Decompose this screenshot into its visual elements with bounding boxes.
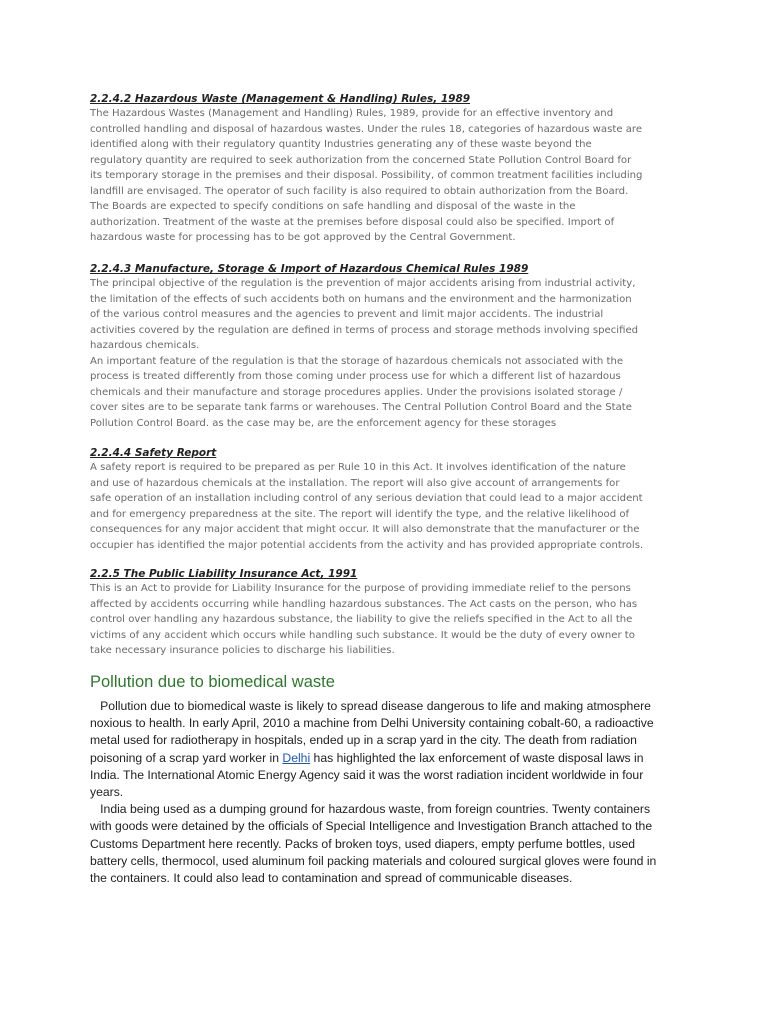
paragraph-line: Customs Department here recently. Packs of broken toys, used diapers, empty perfume bottles, used [90,836,636,851]
section-public-liability-act [90,567,680,659]
paragraph-line: India being used as a dumping ground for hazardous waste, from foreign countries. Twenty containers [90,802,651,817]
paragraph-line: take necessary insurance policies to discharge his liabilities. [90,645,395,656]
section-heading: 2.2.4.4 Safety Report [90,447,217,459]
biomedical-section-body [90,698,710,887]
paragraph-line: its temporary storage in the premises and their disposal. Possibility, of common treatment facilities including [90,170,643,181]
paragraph-line: safe operation of an installation including control of any serious deviation that could lead to a major accident [90,493,643,504]
paragraph-line: hazardous waste for processing has to be got approved by the Central Government. [90,232,516,243]
paragraph-line: The Hazardous Wastes (Management and Handling) Rules, 1989, provide for an effective inventory and [90,108,614,119]
paragraph-line: regulatory quantity are required to seek authorization from the concerned State Pollution Control Board for [90,154,632,166]
paragraph-line: the limitation of the effects of such accidents both on humans and the environment and the harmonization [90,293,632,305]
paragraph-line: The principal objective of the regulation is the prevention of major accidents arising from industrial activity, [90,278,636,289]
paragraph-line: This is an Act to provide for Liability Insurance for the purpose of providing immediate relief to the persons [90,583,631,594]
paragraph-line: India. The International Atomic Energy Agency said it was the worst radiation incident worldwide in four [90,767,644,782]
paragraph-line: A safety report is required to be prepared as per Rule 10 in this Act. It involves identification of the nature [90,462,626,473]
paragraph-line: cover sites are to be separate tank farms or warehouses. The Central Pollution Control Board and the State [90,402,632,413]
paragraph-line: identified along with their regulatory quantity Industries generating any of these waste beyond the [90,139,592,150]
paragraph-line: hazardous chemicals. [90,340,200,351]
paragraph-line: metal used for radiotherapy in hospitals, ended up in a scrap yard in the city. The death from radiation [90,733,637,748]
delhi-link[interactable]: Delhi [282,750,311,765]
paragraph-line: affected by accidents occurring while handling hazardous substances. The Act casts on the person, who has [90,598,638,610]
paragraph-line: controlled handling and disposal of hazardous wastes. Under the rules 18, categories of hazardous waste are [90,123,643,135]
paragraph-line: An important feature of the regulation is that the storage of hazardous chemicals not associated with the [90,355,624,367]
paragraph-line: the containers. It could also lead to contamination and spread of communicable diseases. [90,871,573,886]
section-heading: 2.2.4.3 Manufacture, Storage & Import of Hazardous Chemical Rules 1989 [90,263,529,275]
paragraph-line: Pollution due to biomedical waste is likely to spread disease dangerous to life and making atmosphere [90,699,651,713]
paragraph-line: control over handling any hazardous substance, the liability to give the reliefs specified in the Act to all the [90,614,633,625]
paragraph-line: and for emergency preparedness at the site. The report will identify the type, and the relative likelihood of [90,508,630,520]
paragraph-line: years. [90,785,124,800]
section-heading: 2.2.5 The Public Liability Insurance Act, 1991 [90,568,358,580]
paragraph-line: landfill are envisaged. The operator of such facility is also required to obtain authorization from the Board. [90,185,629,197]
line-text-after-link: has highlighted the lax enforcement of waste disposal laws in [310,750,644,765]
paragraph-line: Pollution Control Board. as the case may be, are the enforcement agency for these storages [90,417,557,429]
paragraph-line: activities covered by the regulation are defined in terms of process and storage methods involving specified [90,324,639,336]
paragraph-line: victims of any accident which occurs while handling such substance. It would be the duty of every owner to [90,629,635,641]
paragraph-line: process is treated differently from those coming under process use for which a different list of hazardous [90,371,621,382]
paragraph-line: battery cells, thermocol, used aluminum foil packing materials and coloured surgical gloves were found in [90,853,657,868]
biomedical-section-title: Pollution due to biomedical waste [90,673,335,691]
paragraph-line: The Boards are expected to specify conditions on safe handling and disposal of the waste in the [90,201,576,212]
paragraph-line: authorization. Treatment of the waste at the premises before disposal could also be specified. Import of [90,216,615,228]
paragraph-line: of the various control measures and the agencies to prevent and limit major accidents. The industrial [90,309,604,320]
section-hazardous-chemical-rules [90,262,680,431]
paragraph-line: noxious to health. In early April, 2010 a machine from Delhi University containing cobalt-60, a radioactive [90,716,654,731]
paragraph-line: occupier has identified the major potential accidents from the activity and has provided appropriate controls. [90,539,644,551]
paragraph-line: chemicals and their manufacture and storage procedures applies. Under the provisions isolated storage / [90,386,623,398]
paragraph-line: with goods were detained by the officials of Special Intelligence and Investigation Branch attached to the [90,819,653,834]
section-safety-report [90,446,680,553]
section-hazardous-waste-rules [90,92,680,246]
line-text-before-link: poisoning of a scrap yard worker in [90,750,283,765]
paragraph-line-with-link [90,750,710,767]
paragraph-line: and use of hazardous chemicals at the installation. The report will also give account of arrangements for [90,477,620,489]
paragraph-line: consequences for any major accident that might occur. It will also demonstrate that the manufacturer or the [90,524,640,535]
section-heading: 2.2.4.2 Hazardous Waste (Management & Handling) Rules, 1989 [90,93,471,105]
